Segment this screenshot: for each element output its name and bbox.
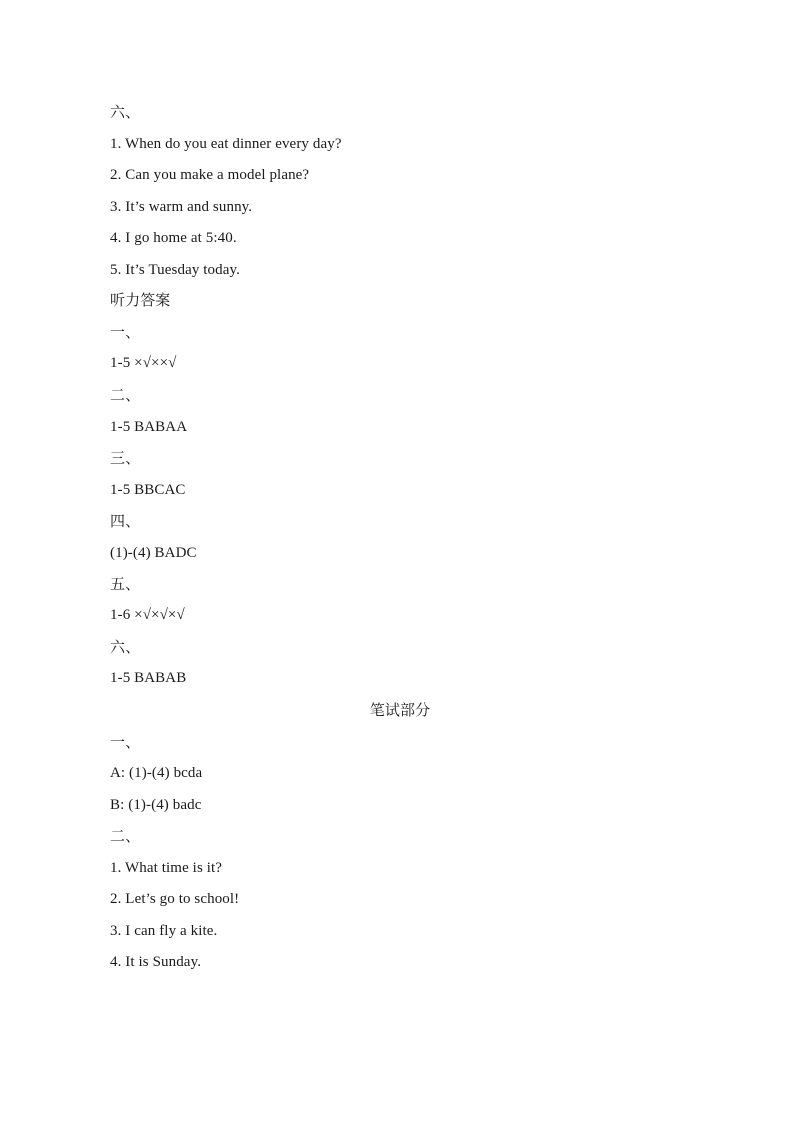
answer-section-4-heading: 四、 xyxy=(110,512,141,530)
written-sentence-3: 3. I can fly a kite. xyxy=(110,923,218,939)
written-part-heading: 笔试部分 xyxy=(369,701,431,719)
listening-answers-heading: 听力答案 xyxy=(110,291,171,309)
written-answer-b: B: (1)-(4) badc xyxy=(110,797,202,813)
written-sentence-1: 1. What time is it? xyxy=(110,860,223,876)
listening-sentence-2: 2. Can you make a model plane? xyxy=(110,167,310,183)
answer-section-3-heading: 三、 xyxy=(110,449,141,467)
listening-sentence-5: 5. It’s Tuesday today. xyxy=(110,262,240,278)
answer-section-6: 1-5 BABAB xyxy=(110,670,187,686)
written-section-1-heading: 一、 xyxy=(110,733,141,751)
answer-section-6-heading: 六、 xyxy=(110,638,141,656)
section-heading-6: 六、 xyxy=(110,103,141,121)
answer-section-1: 1-5 ×√××√ xyxy=(110,355,177,371)
written-answer-a: A: (1)-(4) bcda xyxy=(110,765,203,781)
answer-section-2: 1-5 BABAA xyxy=(110,419,188,435)
listening-sentence-4: 4. I go home at 5:40. xyxy=(110,230,237,246)
written-sentence-2: 2. Let’s go to school! xyxy=(110,891,240,907)
answer-section-5: 1-6 ×√×√×√ xyxy=(110,607,185,623)
answer-section-2-heading: 二、 xyxy=(110,386,141,404)
written-sentence-4: 4. It is Sunday. xyxy=(110,954,202,970)
listening-sentence-3: 3. It’s warm and sunny. xyxy=(110,199,253,215)
answer-section-3: 1-5 BBCAC xyxy=(110,482,186,498)
answer-section-1-heading: 一、 xyxy=(110,323,141,341)
answer-section-4: (1)-(4) BADC xyxy=(110,545,197,561)
listening-sentence-1: 1. When do you eat dinner every day? xyxy=(110,136,342,152)
written-section-2-heading: 二、 xyxy=(110,827,141,845)
answer-section-5-heading: 五、 xyxy=(110,575,141,593)
